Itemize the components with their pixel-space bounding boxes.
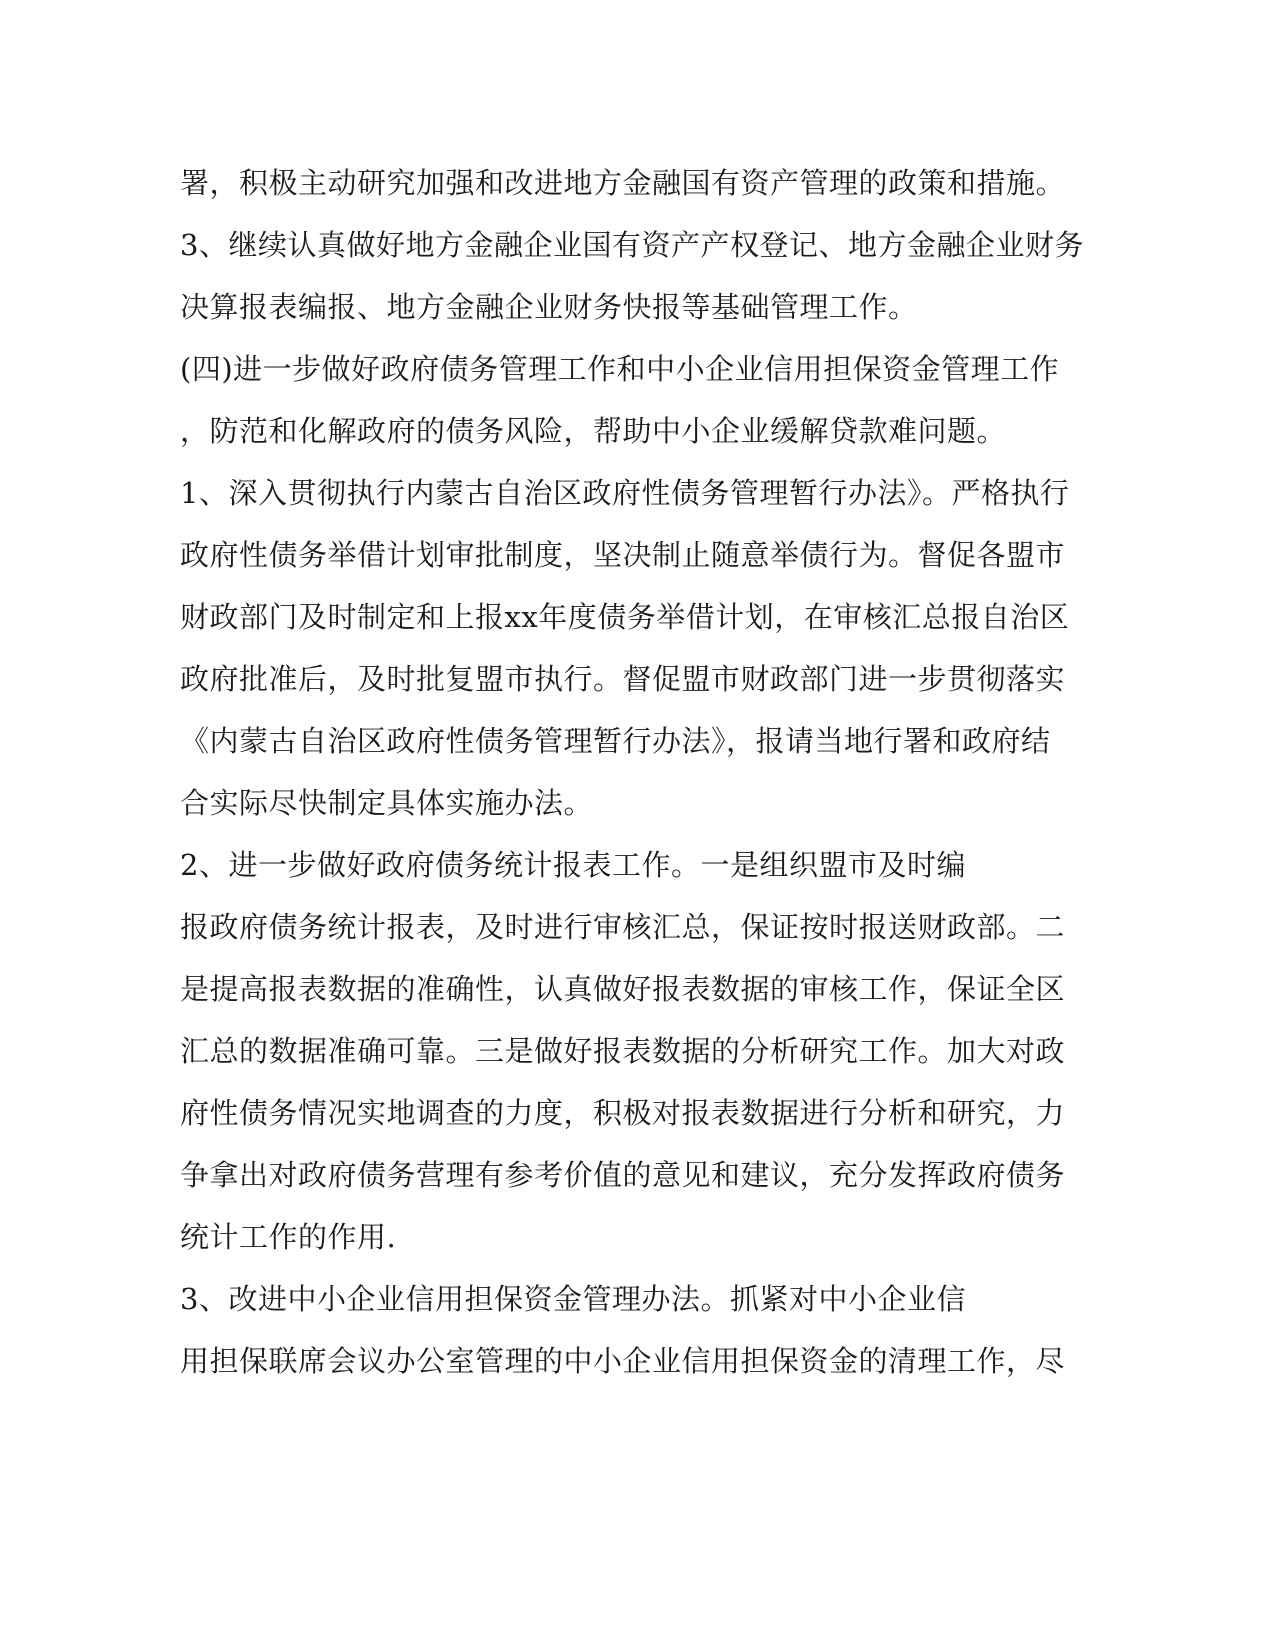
text-line: (四)进一步做好政府债务管理工作和中小企业信用担保资金管理工作	[180, 352, 1060, 386]
text-line: 合实际尽快制定具体实施办法。	[180, 786, 594, 820]
text-line: 2、进一步做好政府债务统计报表工作。一是组织盟市及时编	[180, 848, 966, 882]
text-line: 政府性债务举借计划审批制度，坚决制止随意举债行为。督促各盟市	[180, 538, 1066, 572]
text-line: 府性债务情况实地调查的力度，积极对报表数据进行分析和研究，力	[180, 1096, 1066, 1130]
text-line: ，防范和化解政府的债务风险，帮助中小企业缓解贷款难问题。	[180, 414, 1007, 448]
text-line: 3、继续认真做好地方金融企业国有资产产权登记、地方金融企业财务	[180, 228, 1084, 262]
text-line: 是提高报表数据的准确性，认真做好报表数据的审核工作，保证全区	[180, 972, 1066, 1006]
text-line: 财政部门及时制定和上报xx年度债务举借计划，在审核汇总报自治区	[180, 600, 1070, 634]
text-line: 《内蒙古自治区政府性债务管理暂行办法》，报请当地行署和政府结	[180, 724, 1051, 758]
text-line: 3、改进中小企业信用担保资金管理办法。抓紧对中小企业信	[180, 1282, 966, 1316]
text-line: 用担保联席会议办公室管理的中小企业信用担保资金的清理工作，尽	[180, 1344, 1066, 1378]
text-line: 署，积极主动研究加强和改进地方金融国有资产管理的政策和措施。	[180, 166, 1066, 200]
text-line: 争拿出对政府债务营理有参考价值的意见和建议，充分发挥政府债务	[180, 1158, 1066, 1192]
text-line: 政府批准后，及时批复盟市执行。督促盟市财政部门进一步贯彻落实	[180, 662, 1066, 696]
text-line: 统计工作的作用.	[180, 1220, 397, 1254]
text-line: 决算报表编报、地方金融企业财务快报等基础管理工作。	[180, 290, 918, 324]
text-line: 汇总的数据准确可靠。三是做好报表数据的分析研究工作。加大对政	[180, 1034, 1066, 1068]
text-line: 1、深入贯彻执行内蒙古自治区政府性债务管理暂行办法》。严格执行	[180, 476, 1070, 510]
text-line: 报政府债务统计报表，及时进行审核汇总，保证按时报送财政部。二	[180, 910, 1066, 944]
body-text	[180, 152, 1084, 1392]
